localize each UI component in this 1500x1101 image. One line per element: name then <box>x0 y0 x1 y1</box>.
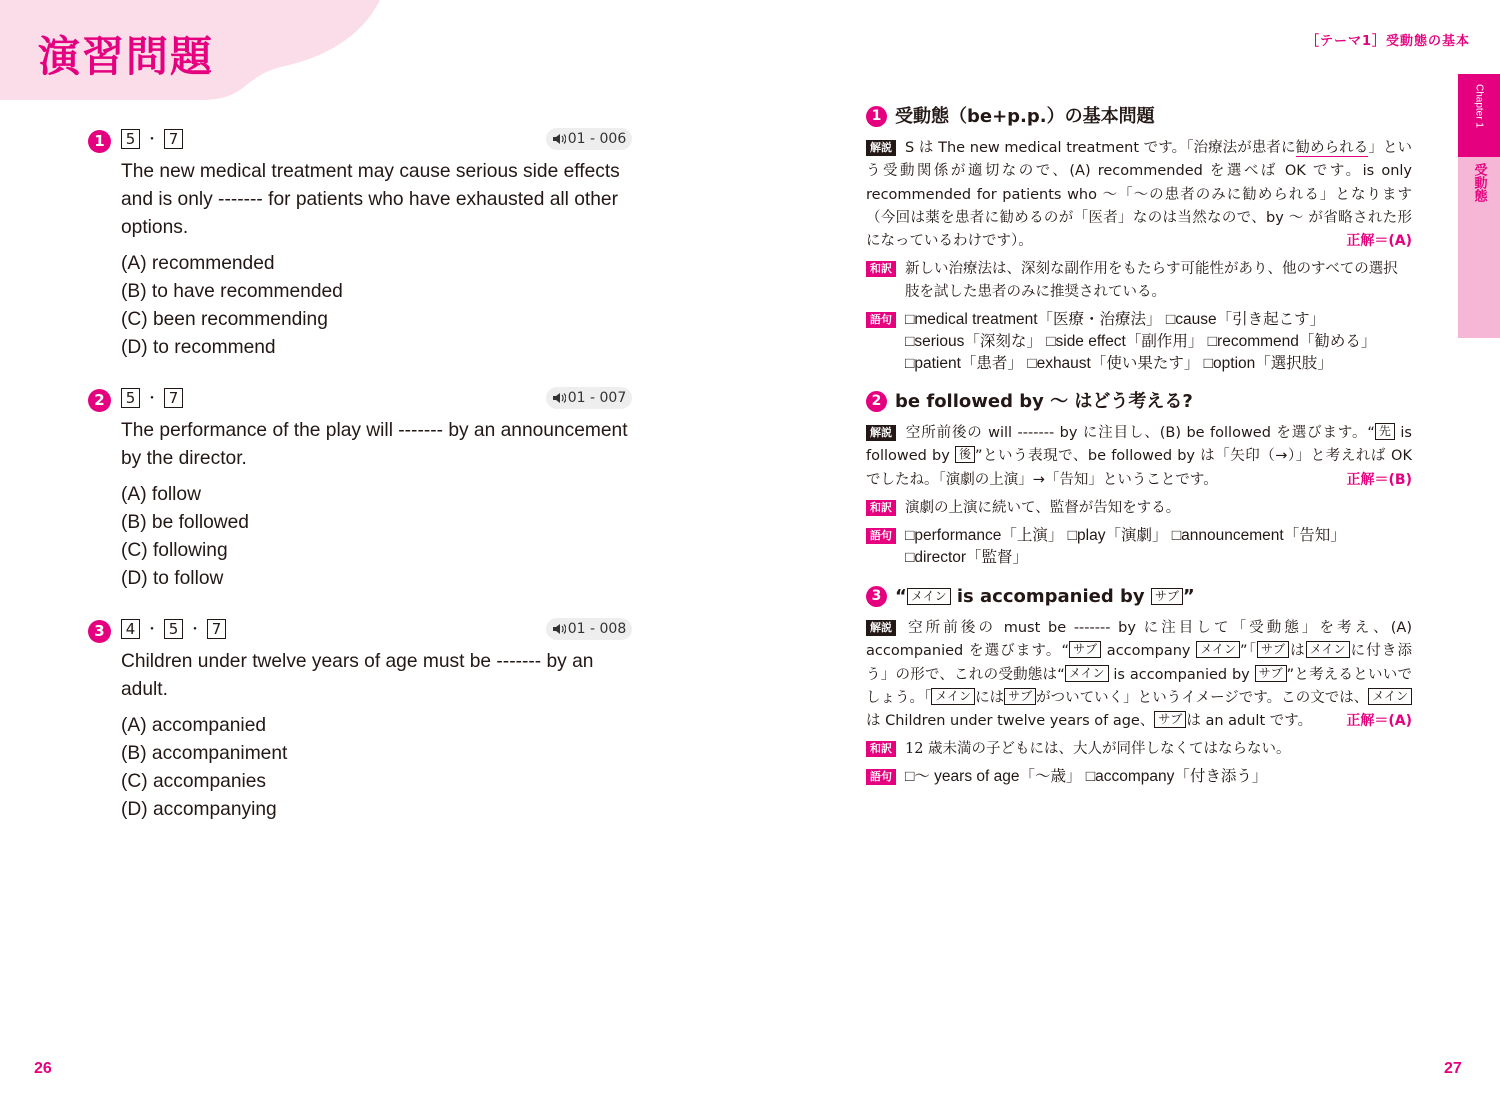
page-number-left: 26 <box>34 1060 52 1077</box>
part-box: 7 <box>164 388 183 408</box>
answer-option: (A) recommended <box>121 253 275 274</box>
section-title: be followed by ～ はどう考える? <box>895 391 1193 412</box>
part-box: 5 <box>121 129 140 149</box>
translation-text: 演劇の上演に続いて、監督が告知をする。 <box>905 499 1181 516</box>
answer-option: (D) accompanying <box>121 799 277 820</box>
marker-box: メイン <box>931 688 975 705</box>
explanation-section-2 <box>866 389 1412 569</box>
part-labels: 4 ・ 5 ・ 7 <box>121 619 226 639</box>
answer-option: (C) been recommending <box>121 309 328 330</box>
part-box: 7 <box>207 619 226 639</box>
explanation-section-1 <box>866 104 1412 375</box>
part-labels: 5 ・ 7 <box>121 129 183 149</box>
underlined-phrase: 勧められる <box>1295 140 1369 156</box>
section-number: 3 <box>866 586 887 607</box>
marker-box: サブ <box>1154 711 1186 728</box>
part-box: 4 <box>121 619 140 639</box>
answer-option: (B) accompaniment <box>121 743 288 764</box>
section-title: “ メイン is accompanied by サブ ” <box>895 586 1195 607</box>
marker-box: メイン <box>1306 641 1350 658</box>
answer-option: (D) to follow <box>121 568 224 589</box>
correct-answer: 正解＝(A) <box>1346 233 1412 250</box>
running-head: ［テーマ1］受動態の基本 <box>1305 34 1470 49</box>
answer-option: (C) accompanies <box>121 771 267 792</box>
audio-track-badge[interactable] <box>546 618 632 640</box>
explanation-tag: 解説 <box>866 140 896 156</box>
part-box: 5 <box>164 619 183 639</box>
question-text: The performance of the play will ------- by an announcement by the director. <box>121 420 628 469</box>
audio-track-badge[interactable] <box>546 128 632 150</box>
section-number: 2 <box>866 391 887 412</box>
vocab-line: □～ years of age「～歳」 □accompany「付き添う」 <box>905 768 1268 786</box>
translation-tag: 和訳 <box>866 500 896 516</box>
answer-option: (B) be followed <box>121 512 249 533</box>
topic-tab-label: 受動態 <box>1471 163 1487 202</box>
question-text: Children under twelve years of age must be ------- by an adult. <box>121 651 594 700</box>
part-labels: 5 ・ 7 <box>121 388 183 408</box>
vocab-tag: 語句 <box>866 769 896 785</box>
question-3 <box>88 618 638 824</box>
speaker-icon <box>552 133 566 145</box>
explanation-text: 空所前後の must be ------- by に注目して「受動態」を考え、(A) accompanied を選びます。“ サブ accompany メイン ”「 サブ は メイン に付き添う」の形で、これの受動態は“ メイン is accompanied by サブ ”と考えるといいでしょう。「 メイン には サブ がついていく」というイメージです。この文では、 メインは Children under twelve years of age、 サブ は an adult です。 <box>866 620 1413 730</box>
speaker-icon <box>552 623 566 635</box>
vocab-line: □medical treatment「医療・治療法」 □cause「引き起こす」 <box>905 311 1326 329</box>
marker-box: メイン <box>1065 665 1109 682</box>
answer-option: (A) follow <box>121 484 201 505</box>
explanation-section-3 <box>866 584 1412 788</box>
question-2 <box>88 387 638 593</box>
marker-box: サブ <box>1151 588 1183 605</box>
vocab-line: □patient「患者」 □exhaust「使い果たす」 □option「選択肢」 <box>905 355 1333 373</box>
question-text: The new medical treatment may cause serious side effects and is only ------- for patients who have exhausted all other options. <box>121 161 620 238</box>
page-title: 演習問題 <box>38 32 215 81</box>
page-number-right: 27 <box>1444 1060 1462 1077</box>
vocab-line: □director「監督」 <box>905 548 1029 566</box>
answer-option: (C) following <box>121 540 228 561</box>
correct-answer: 正解＝(B) <box>1346 471 1412 488</box>
correct-answer: 正解＝(A) <box>1346 713 1412 730</box>
vocab-line: □performance「上演」 □play「演劇」 □announcement「告知」 <box>905 526 1346 544</box>
question-1 <box>88 128 638 362</box>
marker-box: サブ <box>1004 688 1036 705</box>
chapter-tab-label: Chapter 1 <box>1473 84 1485 128</box>
section-number: 1 <box>866 106 887 127</box>
marker-box: サブ <box>1257 641 1289 658</box>
part-box: 5 <box>121 388 140 408</box>
audio-track-number: 01 - 008 <box>567 621 627 637</box>
answer-option: (D) to recommend <box>121 337 276 358</box>
translation-tag: 和訳 <box>866 261 896 277</box>
speaker-icon <box>552 392 566 404</box>
marker-box: メイン <box>1196 641 1240 658</box>
explanation-tag: 解説 <box>866 425 896 441</box>
vocab-line: □serious「深刻な」 □side effect「副作用」 □recommend「勧める」 <box>905 333 1377 351</box>
translation-tag: 和訳 <box>866 741 896 757</box>
part-box: 7 <box>164 129 183 149</box>
answer-option: (A) accompanied <box>121 715 267 736</box>
vocab-tag: 語句 <box>866 312 896 328</box>
question-number: 1 <box>88 130 111 153</box>
translation-text: 12 歳未満の子どもには、大人が同伴しなくてはならない。 <box>905 741 1291 758</box>
audio-track-number: 01 - 007 <box>567 390 627 406</box>
marker-box: サブ <box>1069 641 1101 658</box>
explanation-text: 空所前後の will ------- by に注目し、(B) be followed を選びます。“ 先 is followed by 後 ”という表現で、be followed by は「矢印（→）」と考えれば OK でしたね。「演劇の上演」→「告知」ということです。 <box>866 424 1412 488</box>
section-title: 受動態（be+p.p.）の基本問題 <box>895 106 1155 127</box>
audio-track-number: 01 - 006 <box>567 131 627 147</box>
question-number: 3 <box>88 620 111 643</box>
audio-track-badge[interactable] <box>546 387 632 409</box>
marker-box: メイン <box>907 588 951 605</box>
vocab-tag: 語句 <box>866 528 896 544</box>
translation-text: 新しい治療法は、深刻な副作用をもたらす可能性があり、他のすべての選択肢を試した患者のみに推奨されている。 <box>905 261 1398 301</box>
marker-box: メイン <box>1368 688 1412 705</box>
marker-box: 先 <box>1375 423 1395 440</box>
explanation-text: S は The new medical treatment です。「治療法が患者に勧められる」という受動関係が適切なので、(A) recommended を選べば OK です。is only recommended for patients who ～「～の患者のみに勧められる」となります（今回は薬を患者に勧めるのが「医者」なのは当然なので、by ～ が省略された形になっているわけです）。 <box>866 140 1413 250</box>
marker-box: サブ <box>1255 665 1287 682</box>
question-number: 2 <box>88 389 111 412</box>
marker-box: 後 <box>955 446 975 463</box>
explanation-tag: 解説 <box>866 620 896 636</box>
answer-option: (B) to have recommended <box>121 281 343 302</box>
